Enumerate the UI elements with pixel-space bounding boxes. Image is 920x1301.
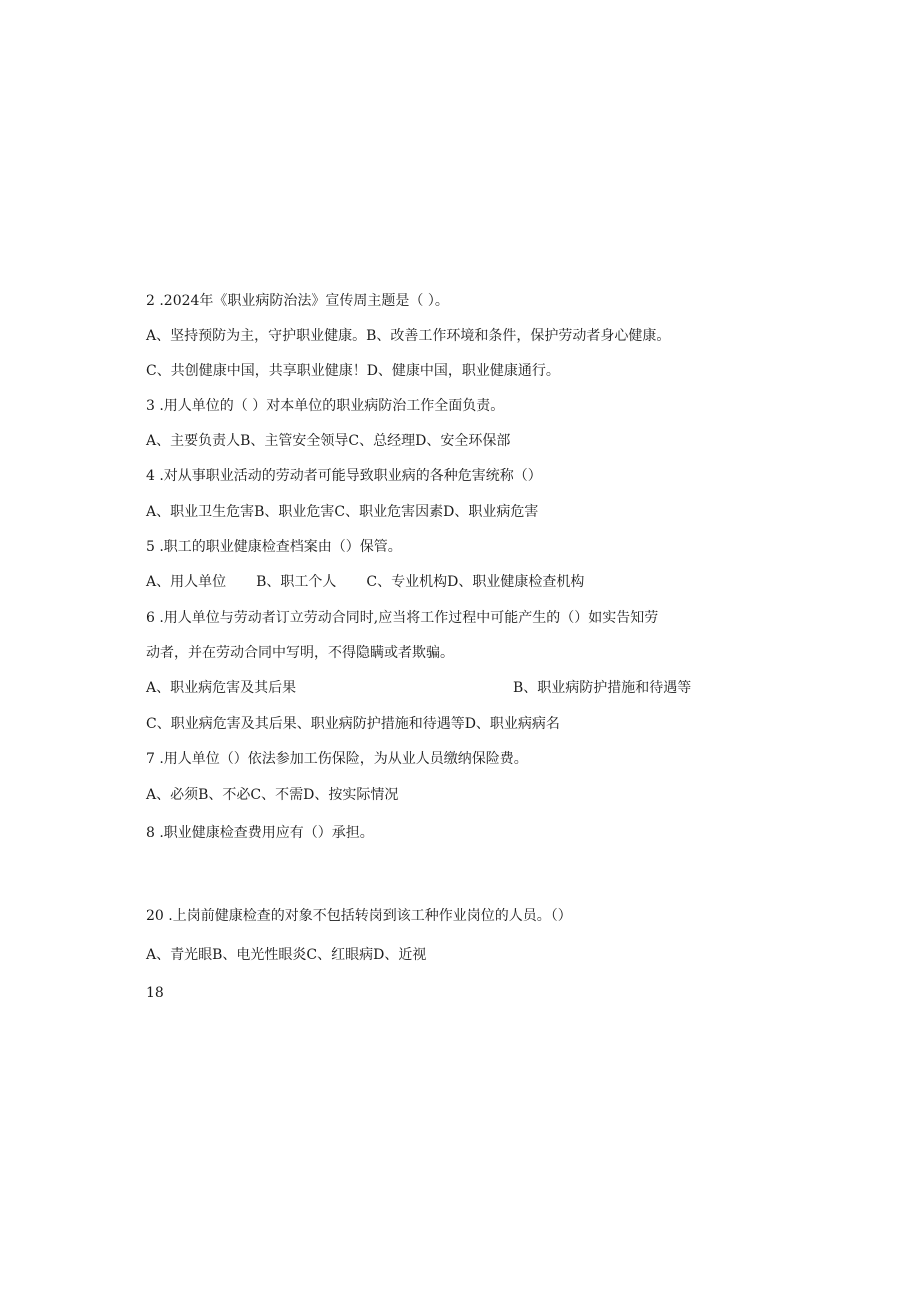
question-5-options: [146, 573, 584, 591]
question-6-line-2: 动者，并在劳动合同中写明，不得隐瞒或者欺骗。: [146, 645, 454, 661]
question-5-option-a: A、用人单位: [146, 574, 227, 590]
question-6-line-1: 6 .用人单位与劳动者订立劳动合同时,应当将工作过程中可能产生的（）如实告知劳: [146, 610, 659, 626]
question-2-options-ab: A、坚持预防为主，守护职业健康。B、改善工作环境和条件，保护劳动者身心健康。: [146, 328, 671, 344]
question-5-option-cd: C、专业机构D、职业健康检查机构: [366, 574, 585, 590]
question-5: 5 .职工的职业健康检查档案由（）保管。: [146, 539, 402, 555]
question-5-option-b: B、职工个人: [256, 574, 337, 590]
question-20-options: A、青光眼B、电光性眼炎C、红眼病D、近视: [146, 947, 427, 963]
question-7: 7 .用人单位（）依法参加工伤保险，为从业人员缴纳保险费。: [146, 751, 528, 767]
question-7-options: A、必须B、不必C、不需D、按实际情况: [146, 787, 399, 803]
question-3-options: A、主要负责人B、主管安全领导C、总经理D、安全环保部: [146, 433, 511, 449]
question-6-option-b: B、职业病防护措施和待遇等: [513, 680, 692, 696]
question-4-options: A、职业卫生危害B、职业危害C、职业危害因素D、职业病危害: [146, 504, 539, 520]
question-3: 3 .用人单位的（ ）对本单位的职业病防治工作全面负责。: [146, 398, 505, 414]
page-number: 18: [146, 985, 164, 1001]
question-6-option-a: A、职业病危害及其后果: [146, 680, 297, 696]
question-2: 2 .2024年《职业病防治法》宣传周主题是（ ）。: [146, 293, 449, 309]
question-6-options-cd: C、职业病危害及其后果、职业病防护措施和待遇等D、职业病病名: [146, 716, 560, 732]
question-8: 8 .职业健康检查费用应有（）承担。: [146, 825, 374, 841]
question-4: 4 .对从事职业活动的劳动者可能导致职业病的各种危害统称（）: [146, 468, 542, 484]
question-2-options-cd: C、共创健康中国，共享职业健康！D、健康中国，职业健康通行。: [146, 363, 560, 379]
question-20: 20 .上岗前健康检查的对象不包括转岗到该工种作业岗位的人员。（）: [146, 908, 572, 924]
